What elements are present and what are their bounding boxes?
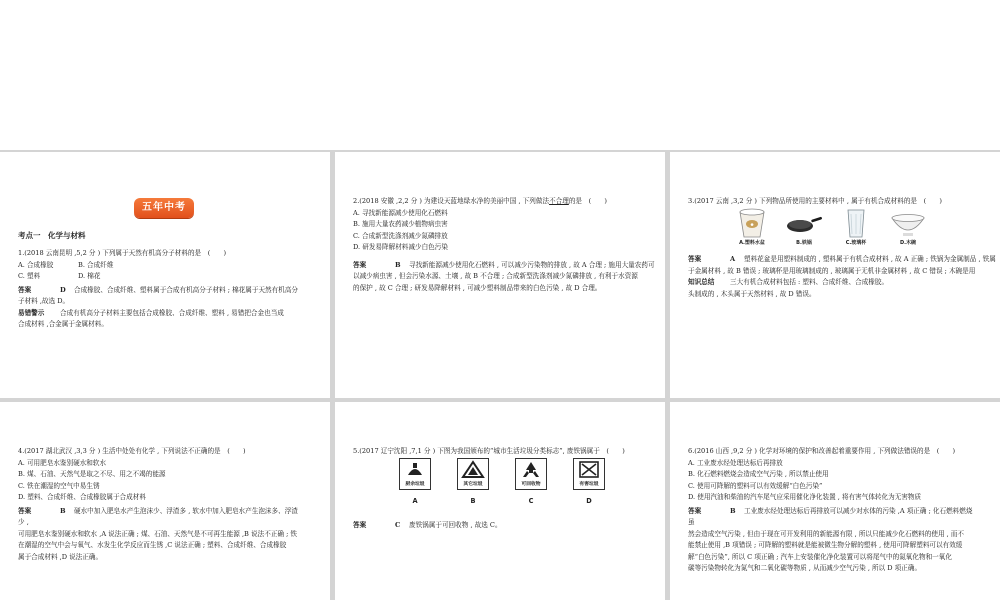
option-c: C. 使用可降解的塑料可以有效缓解“白色污染”: [688, 481, 823, 490]
question-block: [353, 196, 655, 294]
frying-pan-icon: [785, 206, 823, 240]
question-block: [18, 446, 312, 563]
answer-tail: 头制成的 , 木头属于天然材料 , 故 D 错误。: [688, 289, 816, 298]
sign-other-waste: [455, 458, 491, 508]
triangle-icon: [458, 459, 488, 481]
answer-line-2: 少 ,: [18, 518, 29, 526]
product-plastic-basin: [732, 206, 772, 252]
slide-question-3[interactable]: [670, 152, 1000, 398]
question-prefix: 2.(2018 安徽 ,2,2 分 ) 为建设天蓝地绿水净的美丽中国 , 下列做法: [353, 197, 550, 205]
answer-text: 硬水中加入肥皂水产生泡沫少、浮渣多 , 软水中加入肥皂水产生泡沫多、浮渣: [74, 506, 298, 515]
sign-letter-c: C: [528, 497, 534, 505]
summary-tag: 知识总结: [688, 278, 715, 286]
sign-caption-a: 厨余垃圾: [405, 482, 425, 487]
question-text: 5.(2017 辽宁沈阳 ,7,1 分 ) 下图为我国颁布的“城市生活垃圾分类标志”, 废铁锅属于 ( ): [353, 447, 625, 455]
blank-page-area: [0, 0, 1000, 150]
sign-caption-d: 有害垃圾: [579, 482, 599, 487]
slide-question-1[interactable]: [0, 152, 330, 398]
option-a: A. 可用肥皂水鉴别硬水和软水: [18, 458, 107, 467]
answer-text: 塑料花盆是用塑料制成的 , 塑料属于有机合成材料 , 故 A 正确 ; 铁锅为金属制品 , 铁属: [744, 255, 996, 263]
option-c: C. 铁在潮湿的空气中易生锈: [18, 481, 100, 490]
answer-line: [688, 506, 982, 518]
answer-line: [353, 520, 647, 532]
slide-question-6[interactable]: [670, 402, 1000, 600]
sign-letter-a: A: [412, 497, 418, 505]
product-wooden-bowl: [888, 206, 928, 252]
sign-letter-b: B: [470, 497, 476, 505]
option-b: B. 施用大量农药减少植物病虫害: [353, 220, 448, 228]
waste-sign-images: [397, 458, 607, 514]
answer-letter: C: [395, 521, 401, 529]
option-d: D. 使用汽油和柴油的汽车尾气应采用催化净化装置 , 将有害气体转化为无害物质: [688, 493, 922, 501]
answer-line: [18, 285, 312, 297]
kitchen-waste-sign: [399, 458, 431, 490]
sign-hazardous-waste: [571, 458, 607, 508]
question-text: 1.(2018 云南昆明 ,5,2 分 ) 下列属于天然有机高分子材料的是 ( ): [18, 249, 227, 257]
sign-letter-d: D: [586, 497, 592, 505]
answer-tag: 答案: [688, 255, 702, 263]
option-c: C. 合成新型洗涤剂减少氮磷排放: [353, 231, 448, 240]
answer-line: [353, 260, 655, 272]
answer-letter: D: [60, 285, 66, 294]
tip-text: 合成有机高分子材料主要包括合成橡胶、合成纤维、塑料 , 易错把合金也当成: [60, 308, 284, 317]
option-d: D. 塑料、合成纤维、合成橡胶属于合成材料: [18, 493, 146, 501]
question-block: [688, 446, 982, 575]
answer-line-3: 可用肥皂水鉴别硬水和软水 ,A 说法正确 ; 煤、石油、天然气是不可再生能源 ,B 说法不正确 ; 铁: [18, 529, 297, 538]
product-label-d: D.木碗: [899, 240, 917, 246]
product-iron-pan: [784, 206, 824, 252]
option-d: D. 研发易降解材料减少白色污染: [353, 243, 448, 251]
tip-tag: 易错警示: [18, 308, 45, 317]
option-a: A. 寻找新能源减少使用化石燃料: [353, 208, 448, 217]
options-row-2: [18, 271, 312, 283]
answer-line-2: 以减少病虫害 , 但会污染水源、土壤 , 故 B 不合理 ; 合成新型洗涤剂减少氮磷排放 , 有利于水资源: [353, 272, 638, 280]
answer-tag: 答案: [688, 506, 702, 515]
answer-line-6: 碳等污染物转化为氮气和二氧化碳等物质 , 从而减少空气污染 , 所以 D 项正确。: [688, 564, 922, 572]
answer-continuation: 子材料 ,故选 D。: [18, 297, 70, 305]
answer-line-2: 于金属材料 , 故 B 错误 ; 玻璃杯是用玻璃制成的 , 玻璃属于无机非金属材料 , 故 C 错误 ; 木碗是用: [688, 266, 976, 275]
answer-tag: 答案: [18, 285, 32, 294]
answer-letter: B: [395, 260, 401, 269]
answer-text: 工业废水经处理达标后再排放可以减少对水体的污染 ,A 项正确 ; 化石燃料燃烧: [744, 506, 973, 515]
sign-kitchen-waste: [397, 458, 433, 508]
tip-continuation: 合成材料 ,合金属于金属材料。: [18, 320, 108, 328]
question-text: [353, 196, 647, 208]
product-images: [732, 206, 932, 252]
option-b: B. 煤、石油、天然气是取之不尽、用之不竭的能源: [18, 470, 166, 478]
hazardous-waste-sign: [573, 458, 605, 490]
recyclable-sign: [515, 458, 547, 490]
svg-text:●: ●: [750, 222, 754, 227]
question-underlined: 不合理: [549, 197, 569, 205]
slide-question-4[interactable]: [0, 402, 330, 600]
tip-line: [18, 308, 312, 320]
answer-letter: B: [730, 506, 736, 515]
hazard-icon: [574, 459, 604, 481]
option-a: A. 合成橡胶: [18, 260, 54, 269]
answer-tag: 答案: [18, 506, 32, 515]
slide-question-2[interactable]: [335, 152, 665, 398]
option-c: C. 塑料: [18, 272, 41, 280]
bowl-icon: [889, 206, 927, 240]
answer-line-5: 解“白色污染”, 所以 C 项正确 ; 汽车上安装催化净化装置可以将尾气中的氮氧化物和一氧化: [688, 552, 952, 561]
answer-line-5: 属于合成材料 ,D 说法正确。: [18, 552, 103, 561]
question-text: 6.(2016 山西 ,9,2 分 ) 化学对环境的保护和改善起着重要作用 , 下列做法错误的是 ( ): [688, 447, 956, 455]
answer-line: [18, 506, 312, 518]
answer-text: 合成橡胶、合成纤维、塑料属于合成有机高分子材料 ; 棉花属于天然有机高分: [74, 285, 299, 294]
answer-block: [688, 254, 996, 300]
question-suffix: 的是 ( ): [568, 197, 607, 205]
answer-line: [688, 254, 996, 266]
section-banner: 五年中考: [134, 198, 194, 218]
section-heading: 考点一 化学与材料: [18, 231, 86, 240]
answer-letter: A: [730, 255, 736, 263]
other-waste-sign: [457, 458, 489, 490]
answer-text: 寻找新能源减少使用化石燃料 , 可以减少污染物的排放 , 故 A 合理 ; 施用大量农药可: [409, 260, 655, 269]
options-row-1: [18, 260, 312, 272]
question-text: 4.(2017 湖北武汉 ,3,3 分 ) 生活中处处有化学 , 下列说法不正确的是 ( ): [18, 447, 246, 455]
answer-block: [353, 520, 647, 532]
answer-line-3: 的保护 , 故 C 合理 ; 研发易降解材料 , 可减少塑料制品带来的白色污染 , 故 D 合理。: [353, 283, 602, 292]
summary-text: 三大有机合成材料包括 : 塑料、合成纤维、合成橡胶。: [730, 278, 889, 286]
answer-letter: B: [60, 506, 66, 515]
question-block: [18, 248, 312, 331]
answer-tag: 答案: [353, 521, 367, 529]
product-label-a: A.塑料水盆: [739, 240, 765, 246]
sign-recyclable: [513, 458, 549, 508]
answer-line-4: 在潮湿的空气中会与氧气、水发生化学反应而生锈 ,C 说法正确 ; 塑料、合成纤维、合成橡胶: [18, 541, 287, 549]
answer-line-3: 然会造成空气污染 , 但由于现在可开发利用的新能源有限 , 所以只能减少化石燃料的使用 , 而不: [688, 529, 965, 538]
answer-line-4: 能禁止使用 ,B 项错误 ; 可降解的塑料就是能被微生物分解的塑料 , 使用可降解塑料可以有效缓: [688, 541, 963, 549]
question-block: [353, 446, 647, 458]
summary-line: [688, 277, 982, 289]
recycle-icon: [516, 459, 546, 481]
food-scraps-icon: [400, 459, 430, 481]
option-a: A. 工业废水经处理达标后再排放: [688, 458, 783, 467]
product-label-b: B.铁锅: [796, 240, 812, 246]
product-label-c: C.玻璃杯: [845, 240, 867, 246]
slide-question-5[interactable]: [335, 402, 665, 600]
answer-text: 废铁锅属于可回收物 , 故选 C。: [409, 521, 502, 529]
answer-line-2: 虽: [688, 518, 695, 526]
option-b: B. 合成纤维: [78, 260, 114, 269]
glass-cup-icon: [841, 206, 871, 240]
plastic-basin-icon: [737, 206, 767, 240]
question-text: 3.(2017 云南 ,3,2 分 ) 下列物品所使用的主要材料中 , 属于有机合成材料的是 ( ): [688, 197, 942, 205]
sign-caption-b: 其它垃圾: [463, 482, 483, 487]
sign-caption-c: 可回收物: [521, 482, 541, 487]
product-glass-cup: [836, 206, 876, 252]
answer-tag: 答案: [353, 260, 367, 269]
option-d: D. 棉花: [78, 272, 101, 280]
option-b: B. 化石燃料燃烧会造成空气污染 , 所以禁止使用: [688, 470, 829, 478]
